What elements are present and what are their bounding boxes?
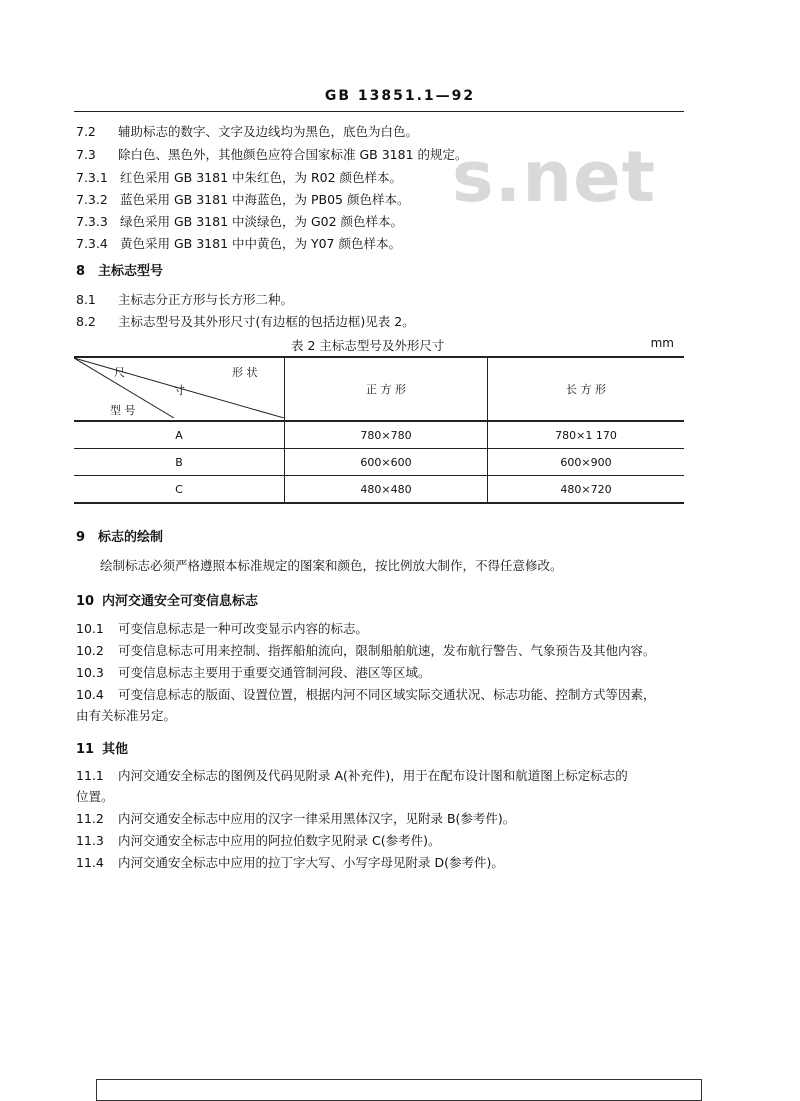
clause-11-3 <box>76 833 440 849</box>
clause-number: 7.3.3 <box>76 214 108 229</box>
clause-10-3 <box>76 665 431 681</box>
clause-text: 可变信息标志主要用于重要交通管制河段、港区等区域。 <box>118 665 431 680</box>
clause-10-4 <box>76 687 656 703</box>
clause-text: 内河交通安全标志中应用的阿拉伯数字见附录 C(参考件)。 <box>118 833 441 848</box>
clause-text: 红色采用 GB 3181 中朱红色，为 R02 颜色样本。 <box>120 170 403 185</box>
clause-text: 内河交通安全标志中应用的拉丁字大写、小写字母见附录 D(参考件)。 <box>118 855 504 870</box>
type-cell: C <box>74 476 285 504</box>
clause-8-2 <box>76 314 415 330</box>
clause-10-1 <box>76 621 368 637</box>
square-size-cell: 480×480 <box>285 476 488 504</box>
clause-number: 7.3.4 <box>76 236 108 251</box>
clause-7-3-2 <box>76 192 409 208</box>
clause-text: 绿色采用 GB 3181 中淡绿色，为 G02 颜色样本。 <box>120 214 404 229</box>
header-divider <box>74 111 684 112</box>
clause-text: 主标志分正方形与长方形二种。 <box>118 292 294 307</box>
square-size-cell: 600×600 <box>285 449 488 476</box>
clause-number: 11.1 <box>76 768 104 783</box>
clause-number: 7.3.1 <box>76 170 108 185</box>
section-number: 11 <box>76 742 95 757</box>
clause-11-2 <box>76 811 515 827</box>
corner-label-chi: 尺 <box>114 366 125 379</box>
clause-7-3-3 <box>76 214 403 230</box>
clause-text: 辅助标志的数字、文字及边线均为黑色，底色为白色。 <box>118 124 419 139</box>
table-header-row <box>74 357 684 421</box>
clause-number: 7.2 <box>76 124 96 139</box>
bottom-frame <box>96 1079 702 1101</box>
clause-11-1-continuation: 位置。 <box>76 789 114 804</box>
clause-number: 10.2 <box>76 643 104 658</box>
clause-7-3-4 <box>76 236 401 252</box>
table-row <box>74 449 684 476</box>
table-caption: 表 2 主标志型号及外形尺寸 <box>291 338 445 353</box>
table-unit: mm <box>650 336 674 350</box>
clause-10-2 <box>76 643 656 659</box>
clause-text: 可变信息标志的版面、设置位置，根据内河不同区域实际交通状况、标志功能、控制方式等因素， <box>118 687 656 702</box>
section-9-body: 绘制标志必须严格遵照本标准规定的图案和颜色，按比例放大制作，不得任意修改。 <box>100 558 563 573</box>
clause-11-4 <box>76 855 504 871</box>
clause-number: 7.3 <box>76 147 96 162</box>
clause-text: 可变信息标志是一种可改变显示内容的标志。 <box>118 621 369 636</box>
section-number: 8 <box>76 264 86 279</box>
section-title: 主标志型号 <box>98 264 164 279</box>
rect-size-cell: 480×720 <box>488 476 685 504</box>
clause-number: 10.1 <box>76 621 104 636</box>
clause-text: 黄色采用 GB 3181 中中黄色，为 Y07 颜色样本。 <box>120 236 401 251</box>
clause-text: 可变信息标志可用来控制、指挥船舶流向，限制船舶航速，发布航行警告、气象预告及其他内容。 <box>118 643 656 658</box>
clause-7-2 <box>76 124 418 140</box>
watermark: s.net <box>452 136 657 218</box>
type-cell: B <box>74 449 285 476</box>
rect-size-cell: 780×1 170 <box>488 421 685 449</box>
section-number: 10 <box>76 594 95 609</box>
section-10-heading <box>76 590 258 609</box>
section-number: 9 <box>76 530 86 545</box>
section-9-heading <box>76 526 163 545</box>
type-cell: A <box>74 421 285 449</box>
square-size-cell: 780×780 <box>285 421 488 449</box>
standard-code-header: GB 13851.1—92 <box>324 88 476 104</box>
section-title: 标志的绘制 <box>98 530 164 545</box>
clause-number: 11.2 <box>76 811 104 826</box>
clause-number: 10.4 <box>76 687 104 702</box>
column-header-square: 正 方 形 <box>285 357 488 421</box>
clause-number: 8.1 <box>76 292 96 307</box>
clause-8-1 <box>76 292 293 308</box>
table-row <box>74 421 684 449</box>
clause-number: 10.3 <box>76 665 104 680</box>
clause-text: 内河交通安全标志的图例及代码见附录 A(补充件)，用于在配布设计图和航道图上标定标志的 <box>118 768 628 783</box>
rect-size-cell: 600×900 <box>488 449 685 476</box>
clause-7-3-1 <box>76 170 402 186</box>
clause-text: 蓝色采用 GB 3181 中海蓝色，为 PB05 颜色样本。 <box>120 192 410 207</box>
corner-label-shape: 形 状 <box>232 366 258 379</box>
table-2 <box>74 356 684 504</box>
clause-10-4-continuation: 由有关标准另定。 <box>76 708 177 723</box>
clause-11-1 <box>76 768 628 784</box>
clause-number: 8.2 <box>76 314 96 329</box>
clause-number: 11.3 <box>76 833 104 848</box>
clause-number: 11.4 <box>76 855 104 870</box>
clause-7-3 <box>76 147 468 163</box>
clause-number: 7.3.2 <box>76 192 108 207</box>
column-header-rectangle: 长 方 形 <box>488 357 685 421</box>
section-title: 其他 <box>102 742 129 757</box>
clause-text: 内河交通安全标志中应用的汉字一律采用黑体汉字，见附录 B(参考件)。 <box>118 811 516 826</box>
corner-label-type: 型 号 <box>110 404 136 417</box>
section-11-heading <box>76 738 128 757</box>
clause-text: 主标志型号及其外形尺寸(有边框的包括边框)见表 2。 <box>118 314 415 329</box>
corner-label-cun: 寸 <box>174 384 185 397</box>
table-row <box>74 476 684 504</box>
section-title: 内河交通安全可变信息标志 <box>102 594 259 609</box>
corner-header-cell <box>74 357 285 421</box>
section-8-heading <box>76 260 163 279</box>
clause-text: 除白色、黑色外，其他颜色应符合国家标准 GB 3181 的规定。 <box>118 147 468 162</box>
